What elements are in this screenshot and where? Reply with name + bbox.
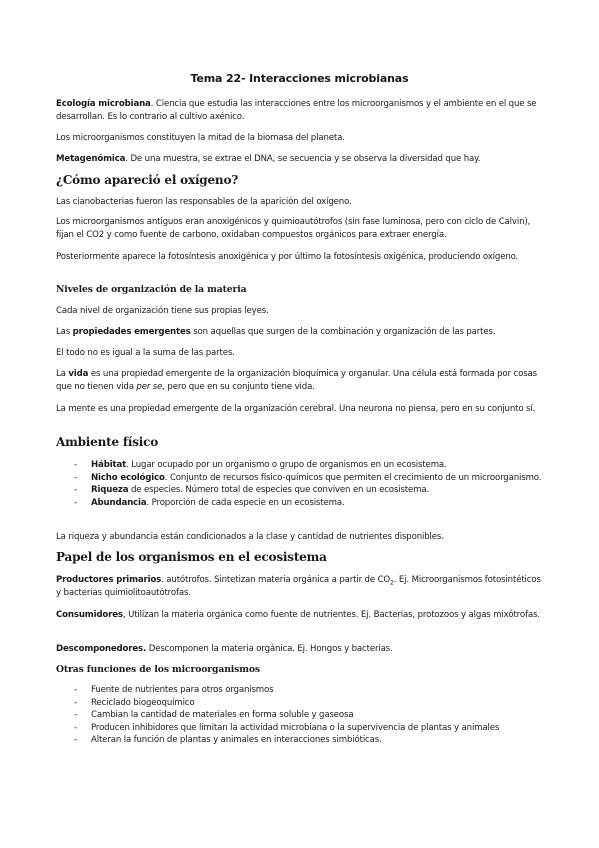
list-item [56,684,544,697]
heading-niveles: Niveles de organización de la materia [56,284,247,295]
term-productores: Productores primarios [56,575,162,585]
paragraph-fotosintesis [56,251,544,264]
dash-marker: - [74,710,77,721]
paragraph-consumidores [56,609,544,622]
term-ecologia: Ecología microbiana [56,99,151,109]
text-cianobacterias: Las cianobacterias fueron las responsables de la aparición del oxígeno. [56,197,352,207]
page-title: Tema 22- Interacciones microbianas [190,72,409,85]
heading-oxigeno: ¿Cómo apareció el oxígeno? [56,173,239,187]
paragraph-antiguos [56,216,544,241]
dash-marker: - [74,485,77,496]
list-item-text: Reciclado biogeoquímico [91,697,195,708]
paragraph-riqueza-abundancia [56,531,544,544]
list-item-text: Alteran la función de plantas y animales en interacciones simbióticas. [91,735,382,746]
term-descomponedores: Descomponedores. [56,644,147,654]
dash-marker: - [74,697,77,708]
text-productores-post: . Ej. Microorganismos fotosintéticos y bacterias quimiolitoautótrofas. [56,575,541,598]
list-item-habitat [56,459,544,472]
term-vida: vida [68,369,89,379]
dash-marker: - [74,472,77,483]
term-abundancia: Abundancia [91,497,147,508]
text-metagenomica: . De una muestra, se extrae el DNA, se secuencia y se observa la diversidad que hay. [125,154,481,164]
paragraph-vida [56,368,544,393]
text-propiedades-pre: Las [56,327,73,337]
paragraph-todo [56,347,544,360]
text-ecologia: . Ciencia que estudia las interacciones entre los microorganismos y el ambiente en el que se desarrollan. Es lo contrario al cultivo axénico. [56,99,537,122]
subscript-2: 2 [390,579,394,587]
text-todo: El todo no es igual a la suma de las partes. [56,348,235,358]
term-metagenomica: Metagenómica [56,154,126,164]
text-antiguos: Los microorganismos antiguos eran anoxigénicos y quimioautótrofos (sin fase luminosa, pero con ciclo de Calvin), fijan el CO2 y como fuente de carbono, oxidaban compuestos orgánicos para extraer energía. [56,217,531,240]
paragraph-mente [56,403,544,416]
text-riqueza-abundancia: La riqueza y abundancia están condicionados a la clase y cantidad de nutrientes disponibles. [56,532,444,542]
text-niveles: Cada nivel de organización tiene sus propias leyes. [56,306,269,316]
term-propiedades: propiedades emergentes [72,327,191,337]
list-item [56,734,544,747]
paragraph-productores [56,574,544,599]
dash-marker: - [74,497,77,508]
dash-marker: - [74,460,77,470]
list-item-nicho [56,472,544,485]
dash-marker: - [74,735,77,746]
paragraph-metagenomica [56,153,544,166]
text-nicho: . Conjunto de recursos físico-químicos que permiten el crecimiento de un microorganismo. [164,472,542,483]
list-item-abundancia [56,497,544,510]
list-otras [56,684,544,747]
list-item-text: Producen inhibidores que limitan la actividad microbiana o la supervivencia de plantas y animales [91,722,500,733]
text-mente: La mente es una propiedad emergente de la organización cerebral. Una neurona no piensa, pero en su conjunto sí. [56,404,536,414]
text-habitat: . Lugar ocupado por un organismo o grupo de organismos en un ecosistema. [126,460,447,470]
list-ambiente [56,459,544,509]
heading-papel: Papel de los organismos en el ecosistema [56,550,327,564]
text-propiedades: son aquellas que surgen de la combinación y organización de las partes. [190,327,496,337]
paragraph-cianobacterias [56,196,544,209]
text-vida-pre: La [56,369,69,379]
heading-otras: Otras funciones de los microorganismos [56,664,260,675]
list-item [56,709,544,722]
list-item [56,722,544,735]
term-consumidores: Consumidores [56,610,123,620]
term-riqueza: Riqueza [91,485,129,496]
text-biomasa: Los microorganismos constituyen la mitad de la biomasa del planeta. [56,133,345,143]
dash-marker: - [74,685,77,695]
text-riqueza: de especies. Número total de especies que conviven en un ecosistema. [128,485,430,496]
term-habitat: Hábitat [91,460,127,470]
text-consumidores: , Utilizan la materia orgánica como fuente de nutrientes. Ej. Bacterias, protozoos y algas mixótrofas. [122,610,540,620]
heading-ambiente: Ambiente físico [56,435,159,449]
text-descomponedores: Descomponen la materia orgánica. Ej. Hongos y bacterias. [146,644,393,654]
list-item [56,697,544,710]
paragraph-niveles [56,305,544,318]
paragraph-biomasa [56,132,544,145]
list-item-text: Fuente de nutrientes para otros organismos [91,685,274,695]
list-item-text: Cambian la cantidad de materiales en forma soluble y gaseosa [91,710,354,721]
term-nicho: Nicho ecológico [91,472,165,483]
paragraph-propiedades [56,326,544,339]
text-productores: . autótrofos. Sintetizan materia orgánica a partir de CO [161,575,391,585]
text-vida: es una propiedad emergente de la organización bioquímica y organular. Una célula está formada por cosas que no tienen vida [56,369,537,392]
dash-marker: - [74,722,77,733]
text-vida-post: , pero que en su conjunto tiene vida. [162,381,315,392]
list-item-riqueza [56,484,544,497]
text-vida-italic: per se [136,381,163,392]
paragraph-ecologia [56,98,544,123]
text-fotosintesis: Posteriormente aparece la fotosíntesis anoxigénica y por último la fotosíntesis oxigénica, produciendo oxígeno. [56,252,519,262]
paragraph-descomponedores [56,643,544,656]
text-abundancia: . Proporción de cada especie en un ecosistema. [146,497,345,508]
